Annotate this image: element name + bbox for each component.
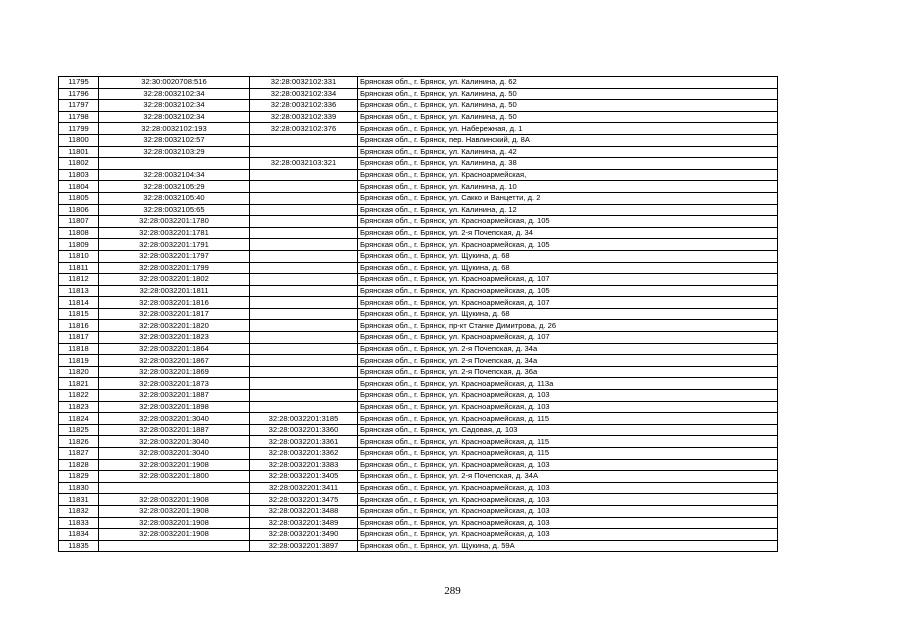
table-row (59, 320, 778, 332)
table-row (59, 366, 778, 378)
land-cadastral-number-cell: 32:28:0032201:3040 (99, 448, 250, 460)
table-row (59, 227, 778, 239)
address-cell: Брянская обл., г. Брянск, ул. Красноармейская, д. 103 (358, 401, 778, 413)
building-cadastral-number-cell: 32:28:0032201:3411 (250, 482, 358, 494)
address-cell: Брянская обл., г. Брянск, ул. Красноармейская, д. 103 (358, 494, 778, 506)
building-cadastral-number-cell: 32:28:0032201:3897 (250, 540, 358, 552)
table-row (59, 216, 778, 228)
building-cadastral-number-cell (250, 181, 358, 193)
row-number-cell: 11827 (59, 448, 99, 460)
land-cadastral-number-cell: 32:28:0032201:1908 (99, 505, 250, 517)
row-number-cell: 11796 (59, 88, 99, 100)
table-row (59, 274, 778, 286)
building-cadastral-number-cell (250, 262, 358, 274)
land-cadastral-number-cell: 32:28:0032102:34 (99, 100, 250, 112)
table-row (59, 413, 778, 425)
page-number: 289 (444, 585, 461, 597)
building-cadastral-number-cell: 32:28:0032102:336 (250, 100, 358, 112)
table-row (59, 529, 778, 541)
building-cadastral-number-cell: 32:28:0032102:339 (250, 111, 358, 123)
land-cadastral-number-cell: 32:28:0032103:29 (99, 146, 250, 158)
land-cadastral-number-cell: 32:28:0032105:40 (99, 192, 250, 204)
building-cadastral-number-cell: 32:28:0032201:3361 (250, 436, 358, 448)
land-cadastral-number-cell (99, 540, 250, 552)
land-cadastral-number-cell: 32:28:0032201:1817 (99, 308, 250, 320)
table-row (59, 285, 778, 297)
address-cell: Брянская обл., г. Брянск, ул. Калинина, д. 50 (358, 100, 778, 112)
land-cadastral-number-cell: 32:28:0032201:1864 (99, 343, 250, 355)
building-cadastral-number-cell: 32:28:0032201:3489 (250, 517, 358, 529)
row-number-cell: 11818 (59, 343, 99, 355)
address-cell: Брянская обл., г. Брянск, ул. Красноармейская, д. 103 (358, 517, 778, 529)
row-number-cell: 11833 (59, 517, 99, 529)
building-cadastral-number-cell: 32:28:0032201:3405 (250, 471, 358, 483)
row-number-cell: 11812 (59, 274, 99, 286)
table-row (59, 459, 778, 471)
row-number-cell: 11821 (59, 378, 99, 390)
row-number-cell: 11820 (59, 366, 99, 378)
table-row (59, 77, 778, 89)
building-cadastral-number-cell (250, 366, 358, 378)
table-row (59, 181, 778, 193)
building-cadastral-number-cell: 32:28:0032201:3362 (250, 448, 358, 460)
building-cadastral-number-cell (250, 320, 358, 332)
land-cadastral-number-cell: 32:28:0032201:1908 (99, 517, 250, 529)
land-cadastral-number-cell: 32:28:0032102:193 (99, 123, 250, 135)
building-cadastral-number-cell (250, 355, 358, 367)
building-cadastral-number-cell (250, 216, 358, 228)
row-number-cell: 11802 (59, 158, 99, 170)
row-number-cell: 11795 (59, 77, 99, 89)
table-row (59, 250, 778, 262)
table-row (59, 448, 778, 460)
building-cadastral-number-cell (250, 239, 358, 251)
land-cadastral-number-cell: 32:28:0032201:1797 (99, 250, 250, 262)
address-cell: Брянская обл., г. Брянск, ул. Красноармейская, д. 115 (358, 413, 778, 425)
row-number-cell: 11806 (59, 204, 99, 216)
address-cell: Брянская обл., г. Брянск, ул. Калинина, д. 50 (358, 88, 778, 100)
land-cadastral-number-cell: 32:28:0032104:34 (99, 169, 250, 181)
address-cell: Брянская обл., г. Брянск, пер. Навлинский, д. 8А (358, 134, 778, 146)
building-cadastral-number-cell (250, 390, 358, 402)
building-cadastral-number-cell (250, 274, 358, 286)
address-cell: Брянская обл., г. Брянск, ул. Красноармейская, д. 115 (358, 448, 778, 460)
building-cadastral-number-cell (250, 285, 358, 297)
table-row (59, 471, 778, 483)
land-cadastral-number-cell: 32:28:0032201:1908 (99, 494, 250, 506)
building-cadastral-number-cell (250, 146, 358, 158)
address-cell: Брянская обл., г. Брянск, ул. Щукина, д. 68 (358, 262, 778, 274)
land-cadastral-number-cell: 32:28:0032102:57 (99, 134, 250, 146)
row-number-cell: 11832 (59, 505, 99, 517)
table-row (59, 146, 778, 158)
building-cadastral-number-cell: 32:28:0032201:3490 (250, 529, 358, 541)
table-row (59, 134, 778, 146)
table-row (59, 192, 778, 204)
row-number-cell: 11799 (59, 123, 99, 135)
table-row (59, 436, 778, 448)
land-cadastral-number-cell: 32:28:0032102:34 (99, 111, 250, 123)
row-number-cell: 11816 (59, 320, 99, 332)
table-row (59, 355, 778, 367)
address-cell: Брянская обл., г. Брянск, ул. Щукина, д. 68 (358, 250, 778, 262)
row-number-cell: 11813 (59, 285, 99, 297)
register-table-body (59, 77, 778, 552)
table-row (59, 262, 778, 274)
address-cell: Брянская обл., г. Брянск, ул. Калинина, д. 62 (358, 77, 778, 89)
address-cell: Брянская обл., г. Брянск, ул. 2-я Почепская, д. 36а (358, 366, 778, 378)
address-cell: Брянская обл., г. Брянск, ул. Красноармейская, д. 103 (358, 482, 778, 494)
address-cell: Брянская обл., г. Брянск, ул. Красноармейская, д. 103 (358, 529, 778, 541)
table-row (59, 158, 778, 170)
land-cadastral-number-cell: 32:28:0032201:1908 (99, 529, 250, 541)
address-cell: Брянская обл., г. Брянск, ул. Щукина, д. 59А (358, 540, 778, 552)
row-number-cell: 11807 (59, 216, 99, 228)
building-cadastral-number-cell: 32:28:0032103:321 (250, 158, 358, 170)
row-number-cell: 11835 (59, 540, 99, 552)
address-cell: Брянская обл., г. Брянск, ул. 2-я Почепская, д. 34А (358, 471, 778, 483)
row-number-cell: 11819 (59, 355, 99, 367)
address-cell: Брянская обл., г. Брянск, ул. Красноармейская, д. 107 (358, 297, 778, 309)
address-cell: Брянская обл., г. Брянск, ул. Сакко и Ванцетти, д. 2 (358, 192, 778, 204)
building-cadastral-number-cell (250, 378, 358, 390)
building-cadastral-number-cell (250, 297, 358, 309)
row-number-cell: 11817 (59, 332, 99, 344)
address-cell: Брянская обл., г. Брянск, ул. Красноармейская, д. 113а (358, 378, 778, 390)
building-cadastral-number-cell: 32:28:0032102:334 (250, 88, 358, 100)
building-cadastral-number-cell (250, 332, 358, 344)
row-number-cell: 11828 (59, 459, 99, 471)
address-cell: Брянская обл., г. Брянск, ул. 2-я Почепская, д. 34а (358, 343, 778, 355)
land-cadastral-number-cell: 32:28:0032105:65 (99, 204, 250, 216)
address-cell: Брянская обл., г. Брянск, ул. Калинина, д. 12 (358, 204, 778, 216)
row-number-cell: 11808 (59, 227, 99, 239)
row-number-cell: 11829 (59, 471, 99, 483)
address-cell: Брянская обл., г. Брянск, ул. 2-я Почепская, д. 34 (358, 227, 778, 239)
building-cadastral-number-cell (250, 192, 358, 204)
land-cadastral-number-cell (99, 482, 250, 494)
land-cadastral-number-cell: 32:28:0032105:29 (99, 181, 250, 193)
row-number-cell: 11831 (59, 494, 99, 506)
table-row (59, 239, 778, 251)
table-row (59, 204, 778, 216)
table-row (59, 332, 778, 344)
building-cadastral-number-cell: 32:28:0032201:3185 (250, 413, 358, 425)
land-cadastral-number-cell: 32:28:0032201:1908 (99, 459, 250, 471)
table-row (59, 540, 778, 552)
address-cell: Брянская обл., г. Брянск, ул. Красноармейская, д. 107 (358, 274, 778, 286)
table-row (59, 123, 778, 135)
land-cadastral-number-cell: 32:28:0032201:1887 (99, 424, 250, 436)
building-cadastral-number-cell: 32:28:0032201:3383 (250, 459, 358, 471)
address-cell: Брянская обл., г. Брянск, ул. 2-я Почепская, д. 34а (358, 355, 778, 367)
row-number-cell: 11823 (59, 401, 99, 413)
land-cadastral-number-cell: 32:30:0020708:516 (99, 77, 250, 89)
address-cell: Брянская обл., г. Брянск, ул. Красноармейская, д. 107 (358, 332, 778, 344)
table-row (59, 482, 778, 494)
address-cell: Брянская обл., г. Брянск, пр-кт Станке Димитрова, д. 26 (358, 320, 778, 332)
land-cadastral-number-cell: 32:28:0032201:1781 (99, 227, 250, 239)
land-cadastral-number-cell: 32:28:0032201:3040 (99, 413, 250, 425)
property-register-table (58, 76, 778, 552)
row-number-cell: 11811 (59, 262, 99, 274)
address-cell: Брянская обл., г. Брянск, ул. Красноармейская, д. 103 (358, 505, 778, 517)
table-row (59, 505, 778, 517)
table-row (59, 517, 778, 529)
land-cadastral-number-cell: 32:28:0032201:1867 (99, 355, 250, 367)
row-number-cell: 11825 (59, 424, 99, 436)
row-number-cell: 11803 (59, 169, 99, 181)
building-cadastral-number-cell: 32:28:0032201:3488 (250, 505, 358, 517)
building-cadastral-number-cell: 32:28:0032201:3360 (250, 424, 358, 436)
table-row (59, 401, 778, 413)
row-number-cell: 11830 (59, 482, 99, 494)
land-cadastral-number-cell: 32:28:0032201:1791 (99, 239, 250, 251)
land-cadastral-number-cell: 32:28:0032201:1802 (99, 274, 250, 286)
table-row (59, 343, 778, 355)
address-cell: Брянская обл., г. Брянск, ул. Садовая, д. 103 (358, 424, 778, 436)
land-cadastral-number-cell: 32:28:0032201:1898 (99, 401, 250, 413)
row-number-cell: 11798 (59, 111, 99, 123)
land-cadastral-number-cell: 32:28:0032201:1780 (99, 216, 250, 228)
address-cell: Брянская обл., г. Брянск, ул. Красноармейская, д. 115 (358, 436, 778, 448)
row-number-cell: 11801 (59, 146, 99, 158)
row-number-cell: 11800 (59, 134, 99, 146)
address-cell: Брянская обл., г. Брянск, ул. Щукина, д. 68 (358, 308, 778, 320)
building-cadastral-number-cell (250, 204, 358, 216)
row-number-cell: 11810 (59, 250, 99, 262)
table-row (59, 390, 778, 402)
address-cell: Брянская обл., г. Брянск, ул. Красноармейская, д. 105 (358, 285, 778, 297)
table-row (59, 88, 778, 100)
land-cadastral-number-cell: 32:28:0032201:3040 (99, 436, 250, 448)
address-cell: Брянская обл., г. Брянск, ул. Калинина, д. 42 (358, 146, 778, 158)
address-cell: Брянская обл., г. Брянск, ул. Красноармейская, д. 105 (358, 239, 778, 251)
building-cadastral-number-cell: 32:28:0032201:3475 (250, 494, 358, 506)
land-cadastral-number-cell: 32:28:0032201:1811 (99, 285, 250, 297)
land-cadastral-number-cell: 32:28:0032201:1887 (99, 390, 250, 402)
address-cell: Брянская обл., г. Брянск, ул. Калинина, д. 38 (358, 158, 778, 170)
row-number-cell: 11797 (59, 100, 99, 112)
row-number-cell: 11834 (59, 529, 99, 541)
land-cadastral-number-cell: 32:28:0032201:1800 (99, 471, 250, 483)
table-row (59, 308, 778, 320)
table-row (59, 100, 778, 112)
table-row (59, 297, 778, 309)
land-cadastral-number-cell (99, 158, 250, 170)
land-cadastral-number-cell: 32:28:0032201:1869 (99, 366, 250, 378)
row-number-cell: 11809 (59, 239, 99, 251)
building-cadastral-number-cell (250, 227, 358, 239)
row-number-cell: 11824 (59, 413, 99, 425)
row-number-cell: 11815 (59, 308, 99, 320)
table-row (59, 169, 778, 181)
address-cell: Брянская обл., г. Брянск, ул. Красноармейская, (358, 169, 778, 181)
address-cell: Брянская обл., г. Брянск, ул. Красноармейская, д. 103 (358, 390, 778, 402)
table-row (59, 424, 778, 436)
land-cadastral-number-cell: 32:28:0032102:34 (99, 88, 250, 100)
building-cadastral-number-cell (250, 169, 358, 181)
land-cadastral-number-cell: 32:28:0032201:1820 (99, 320, 250, 332)
table-row (59, 378, 778, 390)
building-cadastral-number-cell (250, 401, 358, 413)
table-row (59, 494, 778, 506)
address-cell: Брянская обл., г. Брянск, ул. Калинина, д. 10 (358, 181, 778, 193)
building-cadastral-number-cell (250, 250, 358, 262)
land-cadastral-number-cell: 32:28:0032201:1799 (99, 262, 250, 274)
address-cell: Брянская обл., г. Брянск, ул. Красноармейская, д. 105 (358, 216, 778, 228)
address-cell: Брянская обл., г. Брянск, ул. Набережная, д. 1 (358, 123, 778, 135)
row-number-cell: 11805 (59, 192, 99, 204)
table-row (59, 111, 778, 123)
building-cadastral-number-cell: 32:28:0032102:331 (250, 77, 358, 89)
building-cadastral-number-cell (250, 343, 358, 355)
address-cell: Брянская обл., г. Брянск, ул. Калинина, д. 50 (358, 111, 778, 123)
building-cadastral-number-cell (250, 134, 358, 146)
building-cadastral-number-cell (250, 308, 358, 320)
land-cadastral-number-cell: 32:28:0032201:1873 (99, 378, 250, 390)
row-number-cell: 11822 (59, 390, 99, 402)
land-cadastral-number-cell: 32:28:0032201:1823 (99, 332, 250, 344)
building-cadastral-number-cell: 32:28:0032102:376 (250, 123, 358, 135)
row-number-cell: 11804 (59, 181, 99, 193)
row-number-cell: 11826 (59, 436, 99, 448)
address-cell: Брянская обл., г. Брянск, ул. Красноармейская, д. 103 (358, 459, 778, 471)
row-number-cell: 11814 (59, 297, 99, 309)
land-cadastral-number-cell: 32:28:0032201:1816 (99, 297, 250, 309)
